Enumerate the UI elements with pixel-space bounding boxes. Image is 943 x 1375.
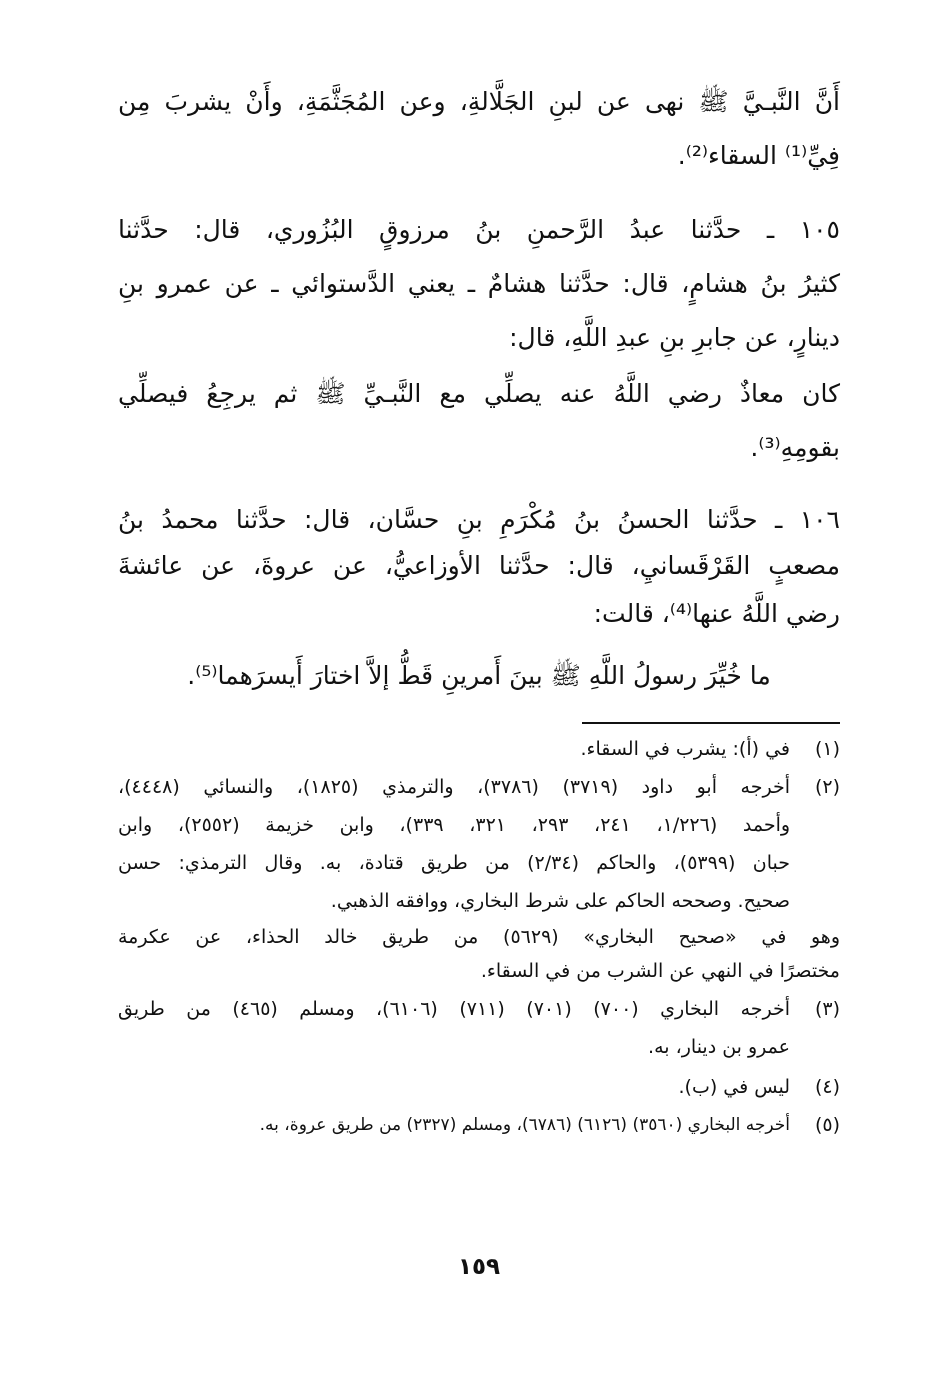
footnote-line: حبان (٥٣٩٩)، والحاكم (٢/٣٤) من طريق قتادة، به. وقال الترمذي: حسن — [118, 852, 790, 874]
page-number: ١٥٩ — [457, 1254, 501, 1280]
footnote-line: صحيح. وصححه الحاكم على شرط البخاري، ووافقه الذهبي. — [330, 890, 790, 912]
hadith-105-line: دينارٍ، عن جابرِ بنِ عبدِ اللَّهِ، قال: — [509, 323, 840, 352]
footnote-line: أخرجه البخاري (٧٠٠) (٧٠١) (٧١١) (٦١٠٦)، ومسلم (٤٦٥) من طريق — [118, 998, 791, 1020]
hadith-106-line: ١٠٦ ـ حدَّثنا الحسنُ بنُ مُكْرَمِ بنِ حسَّان، قال: حدَّثنا محمدُ بنُ — [118, 505, 840, 534]
footnote-line: وهو في «صحيح البخاري» (٥٦٢٩) من طريق خالد الحذاء، عن عكرمة — [118, 926, 840, 948]
footnote-number: (٤) — [814, 1076, 840, 1098]
footnote-line: وأحمد (١/٢٢٦، ٢٤١، ٢٩٣، ٣٢١، ٣٣٩)، وابن خزيمة (٢٥٥٢)، وابن — [118, 814, 791, 836]
hadith-106-line: مصعبٍ القَرْقَسانيِ، قال: حدَّثنا الأوزاعيُّ، عن عروةَ، عن عائشةَ — [118, 551, 840, 580]
footnote-line: مختصرًا في النهي عن الشرب من في السقاء. — [480, 960, 840, 982]
footnote-line: ليس في (ب). — [678, 1076, 790, 1098]
footnote-number: (٥) — [814, 1114, 840, 1136]
hadith-105-matn: كان معاذٌ رضي اللَّهُ عنه يصلِّي مع النَّبـيِّ ﷺ ثم يرجِعُ فيصلِّي — [118, 379, 840, 408]
footnote-line: في (أ): يشرب في السقاء. — [580, 738, 790, 760]
footnote-number: (٣) — [814, 998, 840, 1020]
hadith-106-matn: ما خُيِّرَ رسولُ اللَّهِ ﷺ بينَ أَمرينِ قَطُّ إلاَّ اختارَ أَيسرَهما⁽⁵⁾. — [187, 661, 771, 690]
footnote-separator — [582, 722, 840, 724]
footnote-line: عمرو بن دينار، به. — [648, 1036, 790, 1058]
footnote-number: (٢) — [814, 776, 840, 798]
footnote-line: أخرجه البخاري (٣٥٦٠) (٦١٢٦) (٦٧٨٦)، ومسلم (٢٣٢٧) من طريق عروة، به. — [259, 1115, 790, 1135]
body-line: فِيِّ⁽¹⁾ السقاء⁽²⁾. — [677, 141, 840, 170]
hadith-105-line: ١٠٥ ـ حدَّثنا عبدُ الرَّحمنِ بنُ مرزوقٍ البُزُوري، قال: حدَّثنا — [118, 215, 840, 244]
hadith-105-matn: بقومِهِ⁽³⁾. — [750, 433, 840, 462]
footnote-number: (١) — [814, 738, 840, 760]
hadith-105-line: كثيرُ بنُ هشامٍ، قال: حدَّثنا هشامٌ ـ يعني الدَّستوائي ـ عن عمرو بنِ — [118, 269, 840, 298]
footnote-line: أخرجه أبو داود (٣٧١٩) (٣٧٨٦)، والترمذي (١٨٢٥)، والنسائي (٤٤٤٨)، — [118, 776, 790, 798]
hadith-106-line: رضي اللَّهُ عنها⁽⁴⁾، قالت: — [593, 599, 840, 628]
body-line: أَنَّ النَّبـيَّ ﷺ نهى عن لبنِ الجَلَّالةِ، وعن المُجَثَّمَةِ، وأَنْ يشربَ مِن — [118, 87, 840, 116]
